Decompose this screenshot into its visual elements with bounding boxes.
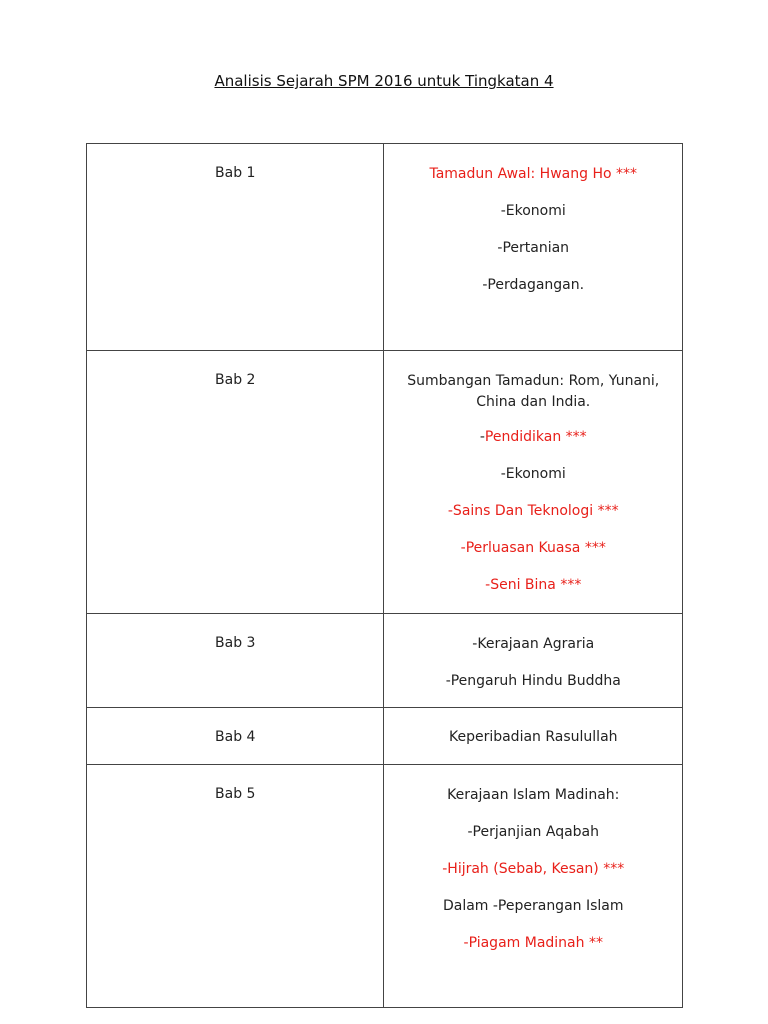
topic-item: -Seni Bina *** xyxy=(485,577,582,593)
table-row xyxy=(87,765,683,1008)
bab-cell xyxy=(87,708,384,765)
table-row xyxy=(87,708,683,765)
topic-item: -Piagam Madinah ** xyxy=(463,935,603,951)
bab-label: Bab 3 xyxy=(215,635,256,651)
topic-item: -Pengaruh Hindu Buddha xyxy=(445,673,621,689)
topic-cell xyxy=(384,708,683,765)
topic-item: Sumbangan Tamadun: Rom, Yunani, China dan India. xyxy=(407,373,660,410)
topic-prefix: - xyxy=(479,429,485,445)
table-row xyxy=(87,144,683,351)
topic-cell xyxy=(384,614,683,708)
topic-cell xyxy=(384,351,683,614)
topic-cell xyxy=(384,144,683,351)
topic-highlight: Pendidikan *** xyxy=(484,429,587,445)
topic-item: -Sains Dan Teknologi *** xyxy=(447,503,619,519)
topic-item: -Perdagangan. xyxy=(482,277,585,293)
topic-item: -Pertanian xyxy=(497,240,570,256)
topic-item xyxy=(398,427,668,448)
topic-item: Keperibadian Rasulullah xyxy=(448,729,618,745)
bab-label: Bab 1 xyxy=(215,165,256,181)
topic-item: -Perluasan Kuasa *** xyxy=(460,540,606,556)
document-title: Analisis Sejarah SPM 2016 untuk Tingkatan 4 xyxy=(214,72,554,90)
topic-cell xyxy=(384,765,683,1008)
topic-item: -Perjanjian Aqabah xyxy=(467,824,599,840)
table-row xyxy=(87,351,683,614)
bab-cell xyxy=(87,614,384,708)
table-row xyxy=(87,614,683,708)
topic-item: Kerajaan Islam Madinah: xyxy=(447,787,620,803)
topic-item: -Ekonomi xyxy=(500,203,566,219)
syllabus-table xyxy=(86,143,683,1008)
topic-item: -Kerajaan Agraria xyxy=(472,636,595,652)
bab-label: Bab 4 xyxy=(215,729,256,745)
bab-cell xyxy=(87,765,384,1008)
topic-item: -Hijrah (Sebab, Kesan) *** xyxy=(442,861,625,877)
topic-item: Tamadun Awal: Hwang Ho *** xyxy=(429,166,637,182)
bab-cell xyxy=(87,144,384,351)
bab-label: Bab 2 xyxy=(215,372,256,388)
bab-label: Bab 5 xyxy=(215,786,256,802)
topic-item: -Ekonomi xyxy=(500,466,566,482)
topic-item: Dalam -Peperangan Islam xyxy=(442,898,624,914)
bab-cell xyxy=(87,351,384,614)
